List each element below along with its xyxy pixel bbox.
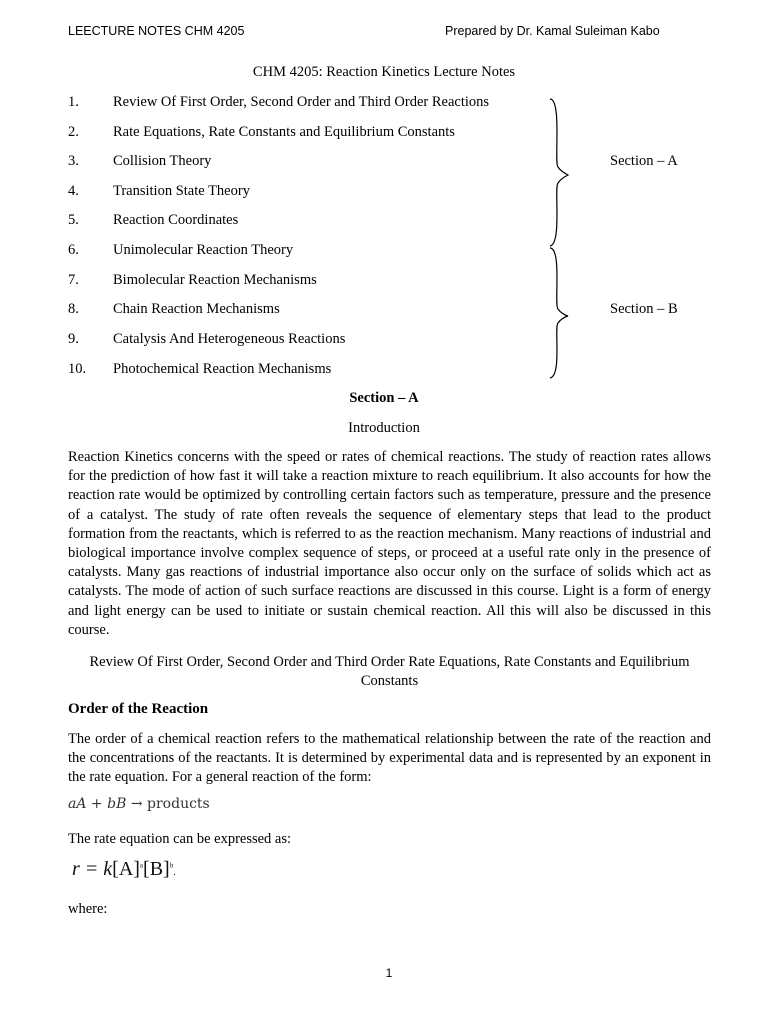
where-label: where: (68, 901, 108, 917)
toc-item (68, 183, 538, 203)
toc-item (68, 301, 538, 321)
exp-b: b (169, 861, 174, 870)
toc-item (68, 124, 538, 144)
toc-item-number: 4. (68, 183, 79, 199)
coef-a: a (68, 796, 77, 812)
toc-item (68, 212, 538, 232)
toc-item-text: Collision Theory (113, 153, 212, 169)
toc-item-number: 8. (68, 301, 79, 317)
conc-a: [A] (112, 858, 140, 880)
review-heading: Review Of First Order, Second Order and Third Order Rate Equations, Rate Constants and Equilibrium Constants (89, 654, 690, 690)
toc-item-number: 1. (68, 94, 79, 110)
toc-item-text: Transition State Theory (113, 183, 250, 199)
products-label: products (147, 796, 210, 812)
toc-item-text: Catalysis And Heterogeneous Reactions (113, 331, 346, 347)
toc-item-number: 6. (68, 242, 79, 258)
species-b: B (116, 796, 127, 812)
toc-item-text: Unimolecular Reaction Theory (113, 242, 294, 258)
order-heading: Order of the Reaction (68, 701, 209, 717)
exp-a: a (139, 861, 144, 870)
toc-item-text: Reaction Coordinates (113, 212, 239, 228)
order-paragraph: The order of a chemical reaction refers to the mathematical relationship between the rate of the reaction and the concentrations of the reactants. It is determined by experimental data and is represented by an exponent in the rate equation. For a general reaction of the form: (68, 731, 711, 786)
header-left: LEECTURE NOTES CHM 4205 (68, 24, 245, 38)
section-b-label: Section – B (610, 301, 678, 317)
section-a-label: Section – A (610, 153, 678, 169)
species-a: A (76, 796, 87, 812)
formula-tail: . (173, 867, 176, 878)
plus-sign: + (86, 796, 108, 812)
rate-intro: The rate equation can be expressed as: (68, 831, 292, 847)
reaction-formula (68, 796, 210, 812)
intro-heading: Introduction (348, 420, 420, 436)
toc-item-number: 3. (68, 153, 79, 169)
page-number: 1 (385, 966, 393, 980)
toc-item-number: 5. (68, 212, 79, 228)
toc-item-text: Review Of First Order, Second Order and Third Order Reactions (113, 94, 490, 110)
toc-item-text: Rate Equations, Rate Constants and Equilibrium Constants (113, 124, 455, 140)
toc-item-number: 2. (68, 124, 79, 140)
toc-item (68, 272, 538, 292)
section-heading: Section – A (349, 390, 419, 406)
intro-paragraph: Reaction Kinetics concerns with the speed or rates of chemical reactions. The study of reaction rates allows for the prediction of how fast it will take a reaction mixture to reach equilibrium. It also accounts for how the reaction rate would be optimized by controlling certain factors such as temperature, pressure and the presence of a catalyst. The study of rate often reveals the sequence of elementary steps that lead to the product formation from the reactants, which is referred to as the reaction mechanism. Many reactions of industrial and biological importance involve complex sequence of steps, or proceed at a useful rate only in the presence of catalysts. Many gas reactions of industrial importance also occur only on the surface of solids which act as catalysts. The mode of action of such surface reactions are discussed in this course. Light is a form of energy and light energy can be used to initiate or sustain chemical reaction. All this will also be discussed in this course. (68, 449, 711, 638)
toc-item-text: Photochemical Reaction Mechanisms (113, 361, 332, 377)
toc-item (68, 94, 538, 114)
section-a-brace-icon (550, 99, 568, 246)
conc-b: [B] (143, 858, 170, 880)
toc-item-number: 10. (68, 361, 87, 377)
header-right: Prepared by Dr. Kamal Suleiman Kabo (445, 24, 660, 38)
toc-item (68, 331, 538, 351)
toc-item-number: 9. (68, 331, 79, 347)
document-title: CHM 4205: Reaction Kinetics Lecture Notes (252, 64, 516, 80)
toc-item-text: Bimolecular Reaction Mechanisms (113, 272, 317, 288)
arrow-icon: → (126, 796, 148, 812)
rate-lhs: r = k (72, 858, 113, 880)
toc-item (68, 242, 538, 262)
coef-b: b (107, 796, 117, 812)
toc-item (68, 361, 538, 381)
section-brace-icon (538, 94, 574, 384)
toc-item (68, 153, 538, 173)
toc-item-number: 7. (68, 272, 79, 288)
section-b-brace-icon (550, 248, 568, 378)
toc-item-text: Chain Reaction Mechanisms (113, 301, 280, 317)
rate-formula (72, 858, 176, 881)
